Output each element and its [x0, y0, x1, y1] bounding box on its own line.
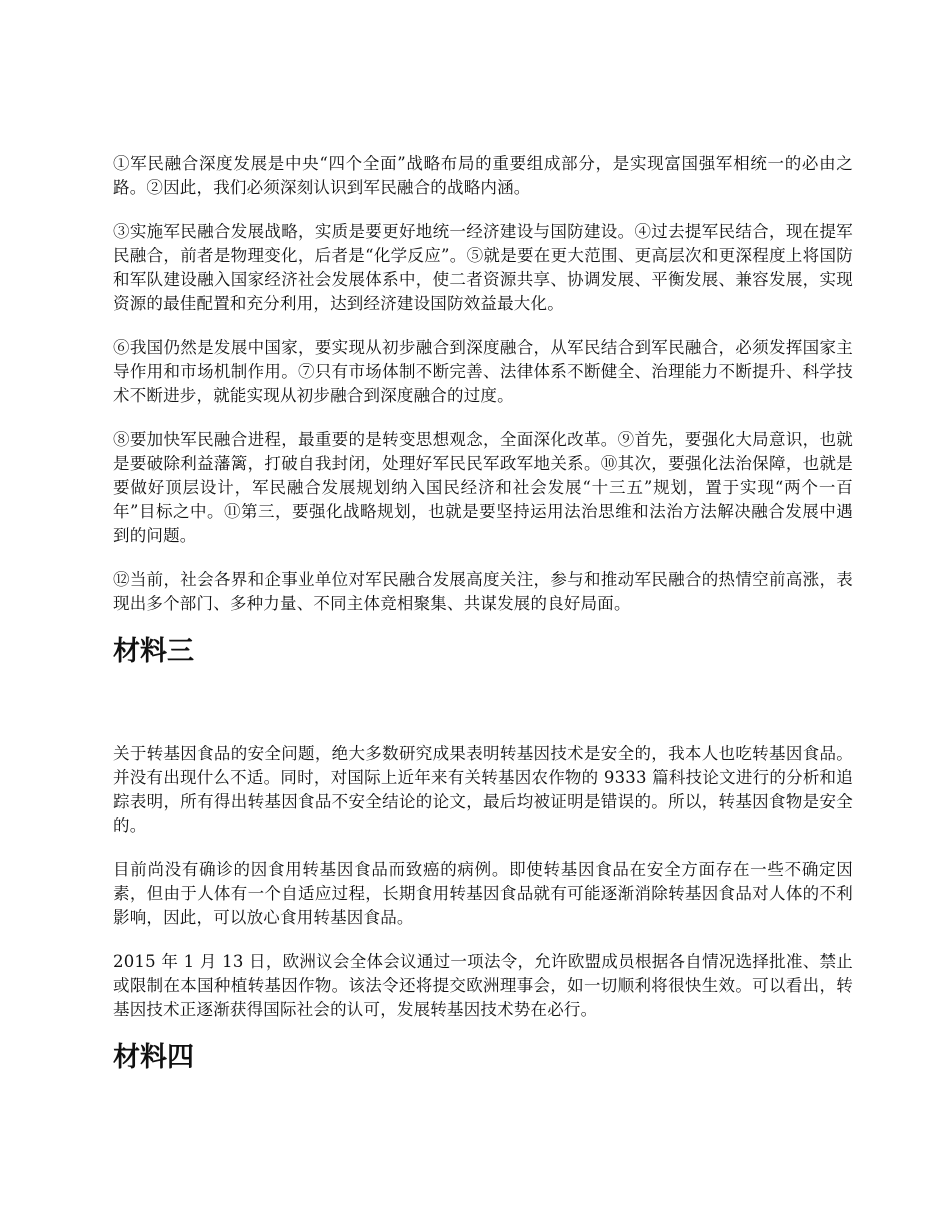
section-heading-material-4: 材料四 [113, 1042, 194, 1073]
paragraph: ③实施军民融合发展战略，实质是要更好地统一经济建设与国防建设。④过去提军民结合，现在提军民融合，前者是物理变化，后者是“化学反应”。⑤就是要在更大范围、更高层次和更深程度上将国防和军队建设融入国家经济社会发展体系中，使二者资源共享、协调发展、平衡发展、兼容发展，实现资源的最佳配置和充分利用，达到经济建设国防效益最大化。 [113, 222, 853, 313]
paragraph: 关于转基因食品的安全问题，绝大多数研究成果表明转基因技术是安全的，我本人也吃转基因食品。并没有出现什么不适。同时，对国际上近年来有关转基因农作物的 9333 篇科技论文进行的分析和追踪表明，所有得出转基因食品不安全结论的论文，最后均被证明是错误的。所以，转基因食物是安全的。 [113, 744, 853, 835]
paragraph: ⑧要加快军民融合进程，最重要的是转变思想观念，全面深化改革。⑨首先，要强化大局意识，也就是要破除利益藩篱，打破自我封闭，处理好军民民军政军地关系。⑩其次，要强化法治保障，也就是要做好顶层设计，军民融合发展规划纳入国民经济和社会发展“十三五”规划，置于实现“两个一百年”目标之中。⑪第三，要强化战略规划，也就是要坚持运用法治思维和法治方法解决融合发展中遇到的问题。 [113, 430, 853, 545]
paragraph: ⑫当前，社会各界和企事业单位对军民融合发展高度关注，参与和推动军民融合的热情空前高涨，表现出多个部门、多种力量、不同主体竞相聚集、共谋发展的良好局面。 [113, 570, 853, 613]
paragraph: ⑥我国仍然是发展中国家，要实现从初步融合到深度融合，从军民结合到军民融合，必须发挥国家主导作用和市场机制作用。⑦只有市场体制不断完善、法律体系不断健全、治理能力不断提升、科学技术不断进步，就能实现从初步融合到深度融合的过度。 [113, 338, 853, 405]
paragraph: ①军民融合深度发展是中央“四个全面”战略布局的重要组成部分，是实现富国强军相统一的必由之路。②因此，我们必须深刻认识到军民融合的战略内涵。 [113, 154, 853, 197]
paragraph: 目前尚没有确诊的因食用转基因食品而致癌的病例。即使转基因食品在安全方面存在一些不确定因素，但由于人体有一个自适应过程，长期食用转基因食品就有可能逐渐消除转基因食品对人体的不利影响，因此，可以放心食用转基因食品。 [113, 860, 853, 927]
document-page [113, 152, 853, 1076]
section-heading-material-3: 材料三 [113, 636, 194, 667]
paragraph: 2015 年 1 月 13 日，欧洲议会全体会议通过一项法令，允许欧盟成员根据各自情况选择批准、禁止或限制在本国种植转基因作物。该法令还将提交欧洲理事会，如一切顺利将很快生效。可以看出，转基因技术正逐渐获得国际社会的认可，发展转基因技术势在必行。 [113, 952, 853, 1019]
